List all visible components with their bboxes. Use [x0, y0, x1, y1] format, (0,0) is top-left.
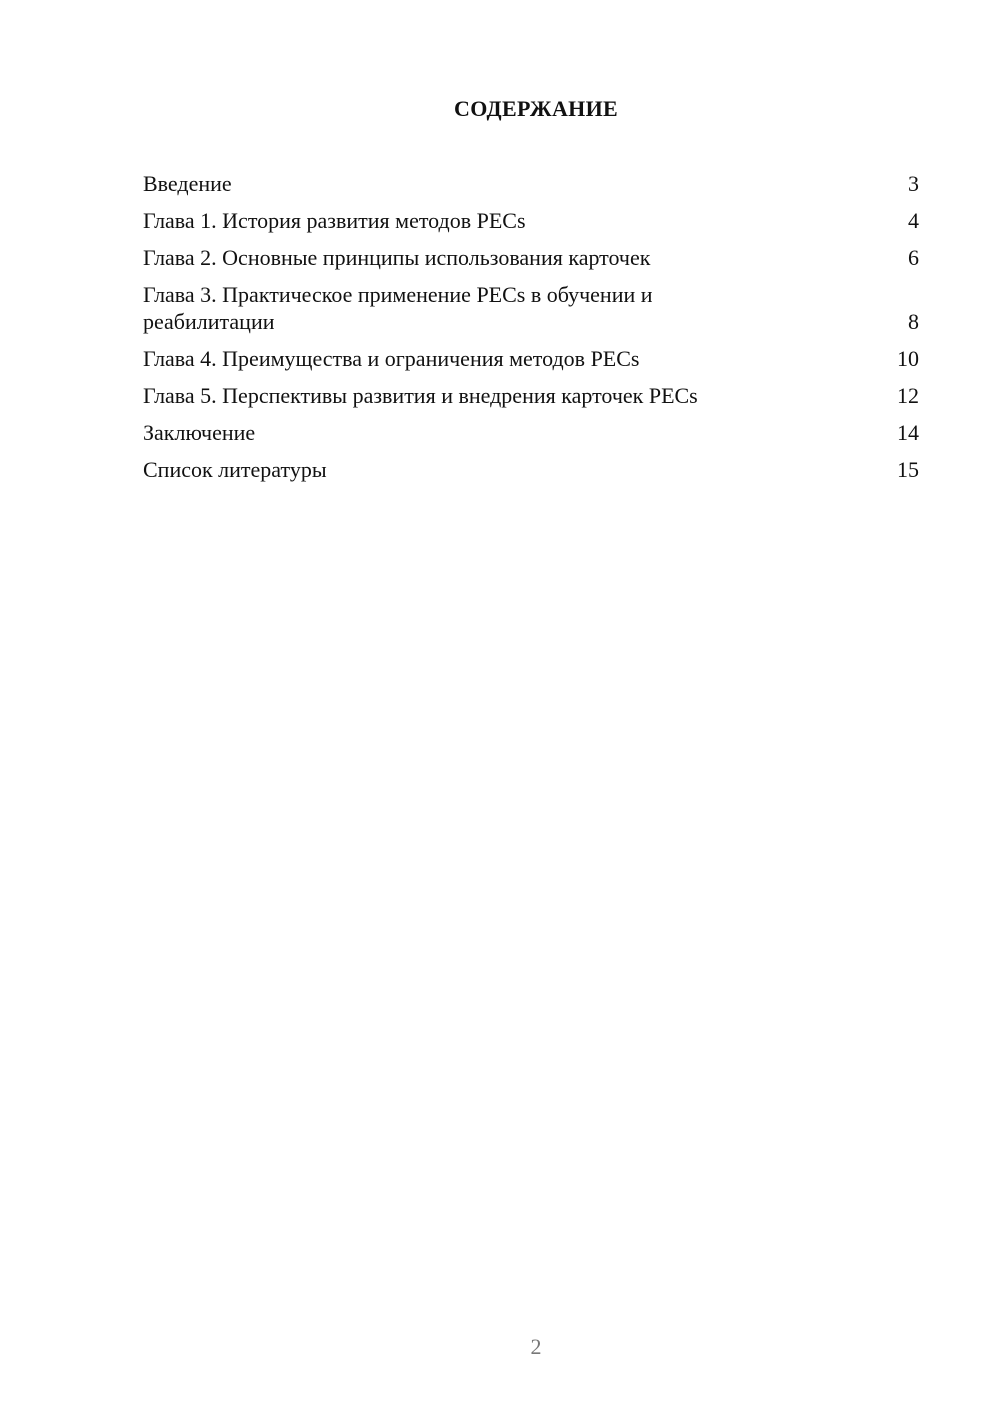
toc-entry-page: 3: [908, 171, 919, 196]
toc-entry-page: 12: [897, 383, 919, 408]
page-title: СОДЕРЖАНИЕ: [454, 96, 618, 121]
toc-entry-references: [143, 456, 919, 483]
toc-entry-chapter-2: [143, 244, 919, 271]
toc-entry-label: Введение: [143, 171, 232, 196]
toc-entry-label: Список литературы: [143, 457, 327, 482]
toc-entry-chapter-4: [143, 345, 919, 372]
toc-entry-page: 15: [897, 457, 919, 482]
page-number: 2: [530, 1334, 542, 1359]
toc-entry-label: Глава 4. Преимущества и ограничения методов PECs: [143, 346, 640, 371]
toc-entry-page: 14: [897, 420, 919, 445]
toc-entry-page: 4: [908, 208, 919, 233]
toc-entry-label: Заключение: [143, 420, 256, 445]
toc-entry-conclusion: [143, 419, 919, 446]
toc-entry-chapter-1: [143, 207, 919, 234]
toc-entry-page: 8: [908, 309, 919, 334]
toc-entry-chapter-5: [143, 382, 919, 409]
table-of-contents: [143, 170, 919, 493]
toc-entry-label: Глава 1. История развития методов PECs: [143, 208, 526, 233]
toc-entry-introduction: [143, 170, 919, 197]
toc-entry-label: Глава 2. Основные принципы использования карточек: [143, 245, 651, 270]
toc-entry-chapter-3: [143, 281, 919, 335]
toc-entry-label: Глава 3. Практическое применение PECs в обучении и реабилитации: [143, 282, 653, 334]
toc-entry-label: Глава 5. Перспективы развития и внедрения карточек PECs: [143, 383, 698, 408]
toc-entry-page: 10: [897, 346, 919, 371]
toc-entry-page: 6: [908, 245, 919, 270]
